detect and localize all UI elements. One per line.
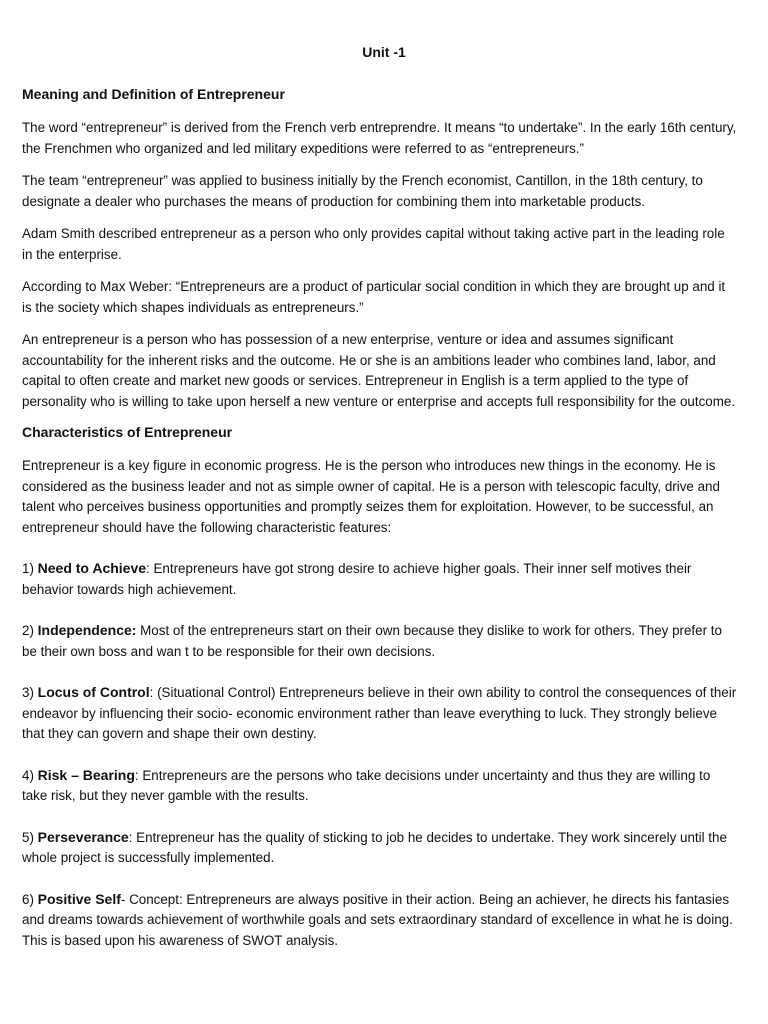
feature-term: Need to Achieve [37,560,147,576]
feature-item [22,558,738,600]
paragraph: Adam Smith described entrepreneur as a person who only provides capital without taking active part in the leading role in the enterprise. [22,226,725,262]
section-heading-characteristics: Characteristics of Entrepreneur [22,424,233,440]
feature-term: Positive Self [37,890,121,907]
feature-text: : Entrepreneur has the quality of sticking to job he decides to undertake. They work sincerely until the whole project is successfully implemented. [22,829,727,865]
feature-item [22,682,738,745]
feature-text: : Entrepreneurs are the persons who take decisions under uncertainty and thus they are willing to take risk, but they never gamble with the results. [22,767,711,803]
unit-title: Unit -1 [362,44,406,60]
feature-term: Locus of Control [37,684,150,700]
feature-term: Perseverance [37,828,129,845]
feature-text: - Concept: Entrepreneurs are always positive in their action. Being an achiever, he directs his fantasies and dreams towards achievement of worthwhile goals and sets extraordinary standard of excellence in what he is doing. This is based upon his awareness of SWOT analysis. [22,891,733,948]
feature-number: 6) [22,891,38,907]
feature-item [22,765,738,807]
feature-text: : Entrepreneurs have got strong desire to achieve higher goals. Their inner self motives their behavior towards high achievement. [22,561,692,597]
characteristics-intro: Entrepreneur is a key figure in economic progress. He is the person who introduces new things in the economy. He is considered as the business leader and not as simple owner of capital. He is a person with telescopic faculty, drive and talent who perceives business opportunities and promptly seizes them for exploitation. However, to be successful, an entrepreneur should have the following characteristic features: [22,458,720,535]
feature-number: 3) [22,685,38,700]
paragraph: The team “entrepreneur” was applied to business initially by the French economist, Cantillon, in the 18th century, to designate a dealer who purchases the means of production for combining them into marketable products. [22,173,703,209]
feature-item [22,889,738,952]
feature-number: 2) [22,623,38,638]
feature-number: 4) [22,767,38,783]
feature-text: : (Situational Control) Entrepreneurs believe in their own ability to control the consequences of their endeavor by influencing their socio- economic environment rather than leave everything to luck. They strongly believe that they can govern and shape their own destiny. [22,685,737,741]
section-heading-meaning: Meaning and Definition of Entrepreneur [22,86,285,102]
feature-text: Most of the entrepreneurs start on their own because they dislike to work for others. They prefer to be their own boss and wan t to be responsible for their own decisions. [22,623,722,659]
feature-term: Risk – Bearing [37,766,135,783]
feature-number: 5) [22,829,38,845]
feature-item [22,620,738,662]
paragraph: The word “entrepreneur” is derived from the French verb entreprendre. It means “to undertake”. In the early 16th century, the Frenchmen who organized and led military expeditions were referred to as “entrepreneurs.” [22,120,737,156]
paragraph: According to Max Weber: “Entrepreneurs are a product of particular social condition in which they are brought up and it is the society which shapes individuals as entrepreneurs.” [22,279,726,315]
feature-number: 1) [22,561,38,576]
feature-term: Independence: [37,622,137,638]
feature-item [22,827,738,869]
paragraph: An entrepreneur is a person who has possession of a new enterprise, venture or idea and assumes significant accountability for the inherent risks and the outcome. He or she is an ambitions leader who combines land, labor, and capital to often create and market new goods or services. Entrepreneur in English is a term applied to the type of personality who is willing to take upon herself a new venture or enterprise and accepts full responsibility for the outcome. [22,332,736,409]
